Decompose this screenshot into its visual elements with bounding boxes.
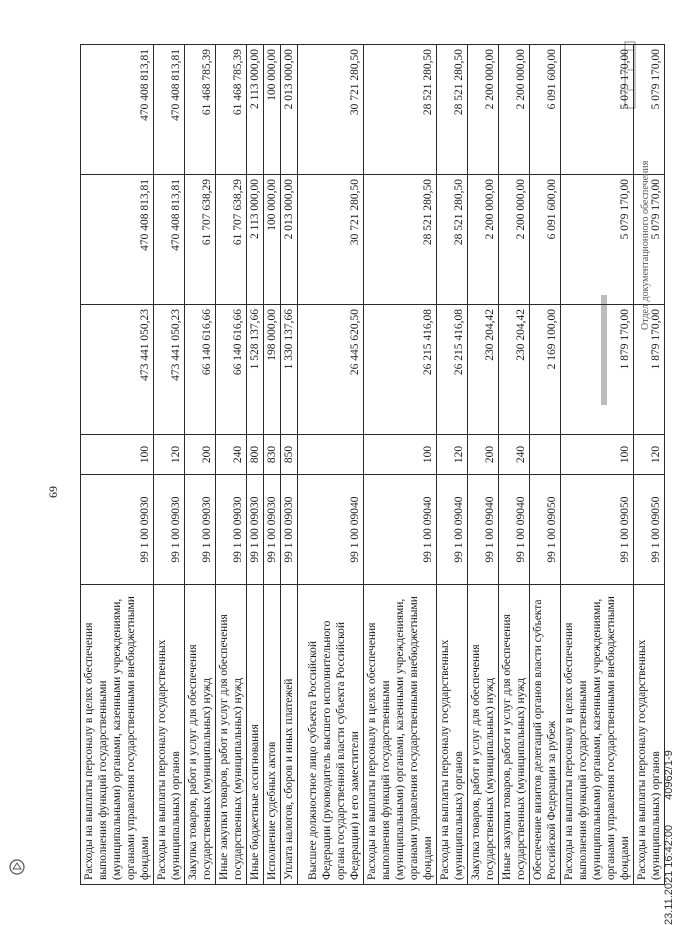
- row-expense-type: 830: [264, 435, 281, 475]
- row-amount-2: 2 200 000,00: [499, 175, 530, 305]
- table-row: [81, 45, 154, 885]
- row-amount-3: 470 408 813,81: [154, 45, 185, 175]
- row-expense-type: [530, 435, 561, 475]
- row-expense-type: 100: [81, 435, 154, 475]
- table-row: [154, 45, 185, 885]
- row-amount-3: 2 013 000,00: [281, 45, 298, 175]
- row-amount-2: 470 408 813,81: [154, 175, 185, 305]
- row-amount-2: 100 000,00: [264, 175, 281, 305]
- row-name: Закупка товаров, работ и услуг для обеспечения государственных (муниципальных) нужд: [468, 585, 499, 885]
- row-amount-3: 2 113 000,00: [247, 45, 264, 175]
- print-timestamp: 23.11.2021 16:42:00: [663, 824, 675, 925]
- row-amount-1: 473 441 050,23: [81, 305, 154, 435]
- row-amount-2: 6 091 600,00: [530, 175, 561, 305]
- row-amount-2: 61 707 638,29: [216, 175, 247, 305]
- row-amount-3: 28 521 280,50: [364, 45, 437, 175]
- row-expense-type: 240: [216, 435, 247, 475]
- row-amount-1: 1 528 137,66: [247, 305, 264, 435]
- row-name: Иные бюджетные ассигнования: [247, 585, 264, 885]
- row-name: Уплата налогов, сборов и иных платежей: [281, 585, 298, 885]
- document-number: 40962/1-9: [663, 750, 675, 800]
- row-amount-2: 470 408 813,81: [81, 175, 154, 305]
- row-amount-3: 30 721 280,50: [298, 45, 364, 175]
- row-amount-1: 1 330 137,66: [281, 305, 298, 435]
- row-name: Расходы на выплаты персоналу в целях обеспечения выполнения функций государственными (муниципальными) органами, казенными учреждениями, органами управления государственными внебюджетными фондами: [364, 585, 437, 885]
- stamp-note: Отдел документационного обеспечения: [640, 160, 651, 330]
- row-name: Высшее должностное лицо субъекта Российской Федерации (руководитель высшего исполнительного органа государственной власти субъекта Российской Федерации) и его заместители: [298, 585, 364, 885]
- budget-table-body: [81, 45, 665, 885]
- row-name: Расходы на выплаты персоналу государственных (муниципальных) органов: [154, 585, 185, 885]
- row-amount-1: 66 140 616,66: [216, 305, 247, 435]
- row-code: 99 1 00 09050: [530, 475, 561, 585]
- row-expense-type: 200: [468, 435, 499, 475]
- table-row: [499, 45, 530, 885]
- row-amount-3: 2 200 000,00: [499, 45, 530, 175]
- row-amount-1: 26 215 416,08: [437, 305, 468, 435]
- print-footer: [663, 728, 675, 925]
- table-row: [281, 45, 298, 885]
- row-code: 99 1 00 09030: [81, 475, 154, 585]
- row-amount-1: 1 879 170,00: [634, 305, 665, 435]
- row-expense-type: 100: [561, 435, 634, 475]
- row-code: 99 1 00 09030: [247, 475, 264, 585]
- row-name: Иные закупки товаров, работ и услуг для обеспечения государственных (муниципальных) нужд: [499, 585, 530, 885]
- row-amount-3: 100 000,00: [264, 45, 281, 175]
- row-expense-type: 850: [281, 435, 298, 475]
- emblem-icon: [8, 858, 26, 876]
- row-code: 99 1 00 09040: [364, 475, 437, 585]
- row-amount-3: 5 079 170,00: [561, 45, 634, 175]
- row-code: 99 1 00 09040: [437, 475, 468, 585]
- row-name: Исполнение судебных актов: [264, 585, 281, 885]
- row-amount-1: 198 000,00: [264, 305, 281, 435]
- row-amount-2: 28 521 280,50: [364, 175, 437, 305]
- row-amount-3: 6 091 600,00: [530, 45, 561, 175]
- row-amount-1: 66 140 616,66: [185, 305, 216, 435]
- row-amount-2: 5 079 170,00: [561, 175, 634, 305]
- row-name: Иные закупки товаров, работ и услуг для обеспечения государственных (муниципальных) нужд: [216, 585, 247, 885]
- row-amount-3: 5 079 170,00: [634, 45, 665, 175]
- row-code: 99 1 00 09030: [185, 475, 216, 585]
- row-code: 99 1 00 09050: [561, 475, 634, 585]
- row-code: 99 1 00 09030: [264, 475, 281, 585]
- row-name: Обеспечение визитов делегаций органов власти субъекта Российской Федерации за рубеж: [530, 585, 561, 885]
- row-code: 99 1 00 09040: [468, 475, 499, 585]
- table-row: [561, 45, 634, 885]
- row-expense-type: 240: [499, 435, 530, 475]
- row-name: Закупка товаров, работ и услуг для обеспечения государственных (муниципальных) нужд: [185, 585, 216, 885]
- row-expense-type: 120: [437, 435, 468, 475]
- row-amount-3: 2 200 000,00: [468, 45, 499, 175]
- row-code: 99 1 00 09030: [281, 475, 298, 585]
- row-expense-type: [298, 435, 364, 475]
- row-amount-1: 230 204,42: [468, 305, 499, 435]
- page-number: 69: [46, 486, 60, 498]
- row-code: 99 1 00 09040: [499, 475, 530, 585]
- row-amount-2: 2 013 000,00: [281, 175, 298, 305]
- row-amount-2: 61 707 638,29: [185, 175, 216, 305]
- table-row: [530, 45, 561, 885]
- row-expense-type: 200: [185, 435, 216, 475]
- row-code: 99 1 00 09050: [634, 475, 665, 585]
- row-amount-3: 28 521 280,50: [437, 45, 468, 175]
- row-amount-2: 2 200 000,00: [468, 175, 499, 305]
- row-name: Расходы на выплаты персоналу государственных (муниципальных) органов: [634, 585, 665, 885]
- row-amount-2: 5 079 170,00: [634, 175, 665, 305]
- row-amount-1: 26 215 416,08: [364, 305, 437, 435]
- row-amount-3: 470 408 813,81: [81, 45, 154, 175]
- row-code: 99 1 00 09030: [154, 475, 185, 585]
- row-amount-1: 2 169 100,00: [530, 305, 561, 435]
- table-row: [298, 45, 364, 885]
- table-row: [264, 45, 281, 885]
- table-row: [437, 45, 468, 885]
- row-amount-3: 61 468 785,39: [216, 45, 247, 175]
- row-name: Расходы на выплаты персоналу в целях обеспечения выполнения функций государственными (муниципальными) органами, казенными учреждениями, органами управления государственными внебюджетными фондами: [81, 585, 154, 885]
- row-code: 99 1 00 09030: [216, 475, 247, 585]
- row-amount-3: 61 468 785,39: [185, 45, 216, 175]
- rotated-table-container: [46, 45, 675, 925]
- row-amount-1: 473 441 050,23: [154, 305, 185, 435]
- table-row: [364, 45, 437, 885]
- budget-table: [80, 44, 665, 885]
- row-code: 99 1 00 09040: [298, 475, 364, 585]
- row-expense-type: 120: [634, 435, 665, 475]
- table-row: [247, 45, 264, 885]
- row-amount-1: 230 204,42: [499, 305, 530, 435]
- row-expense-type: 100: [364, 435, 437, 475]
- row-amount-1: 26 445 620,50: [298, 305, 364, 435]
- table-row: [468, 45, 499, 885]
- row-amount-1: 1 879 170,00: [561, 305, 634, 435]
- row-expense-type: 120: [154, 435, 185, 475]
- row-name: Расходы на выплаты персоналу в целях обеспечения выполнения функций государственными (муниципальными) органами, казенными учреждениями, органами управления государственными внебюджетными фондами: [561, 585, 634, 885]
- row-name: Расходы на выплаты персоналу государственных (муниципальных) органов: [437, 585, 468, 885]
- row-expense-type: 800: [247, 435, 264, 475]
- row-amount-2: 28 521 280,50: [437, 175, 468, 305]
- table-row: [185, 45, 216, 885]
- row-amount-2: 2 113 000,00: [247, 175, 264, 305]
- table-row: [216, 45, 247, 885]
- row-amount-2: 30 721 280,50: [298, 175, 364, 305]
